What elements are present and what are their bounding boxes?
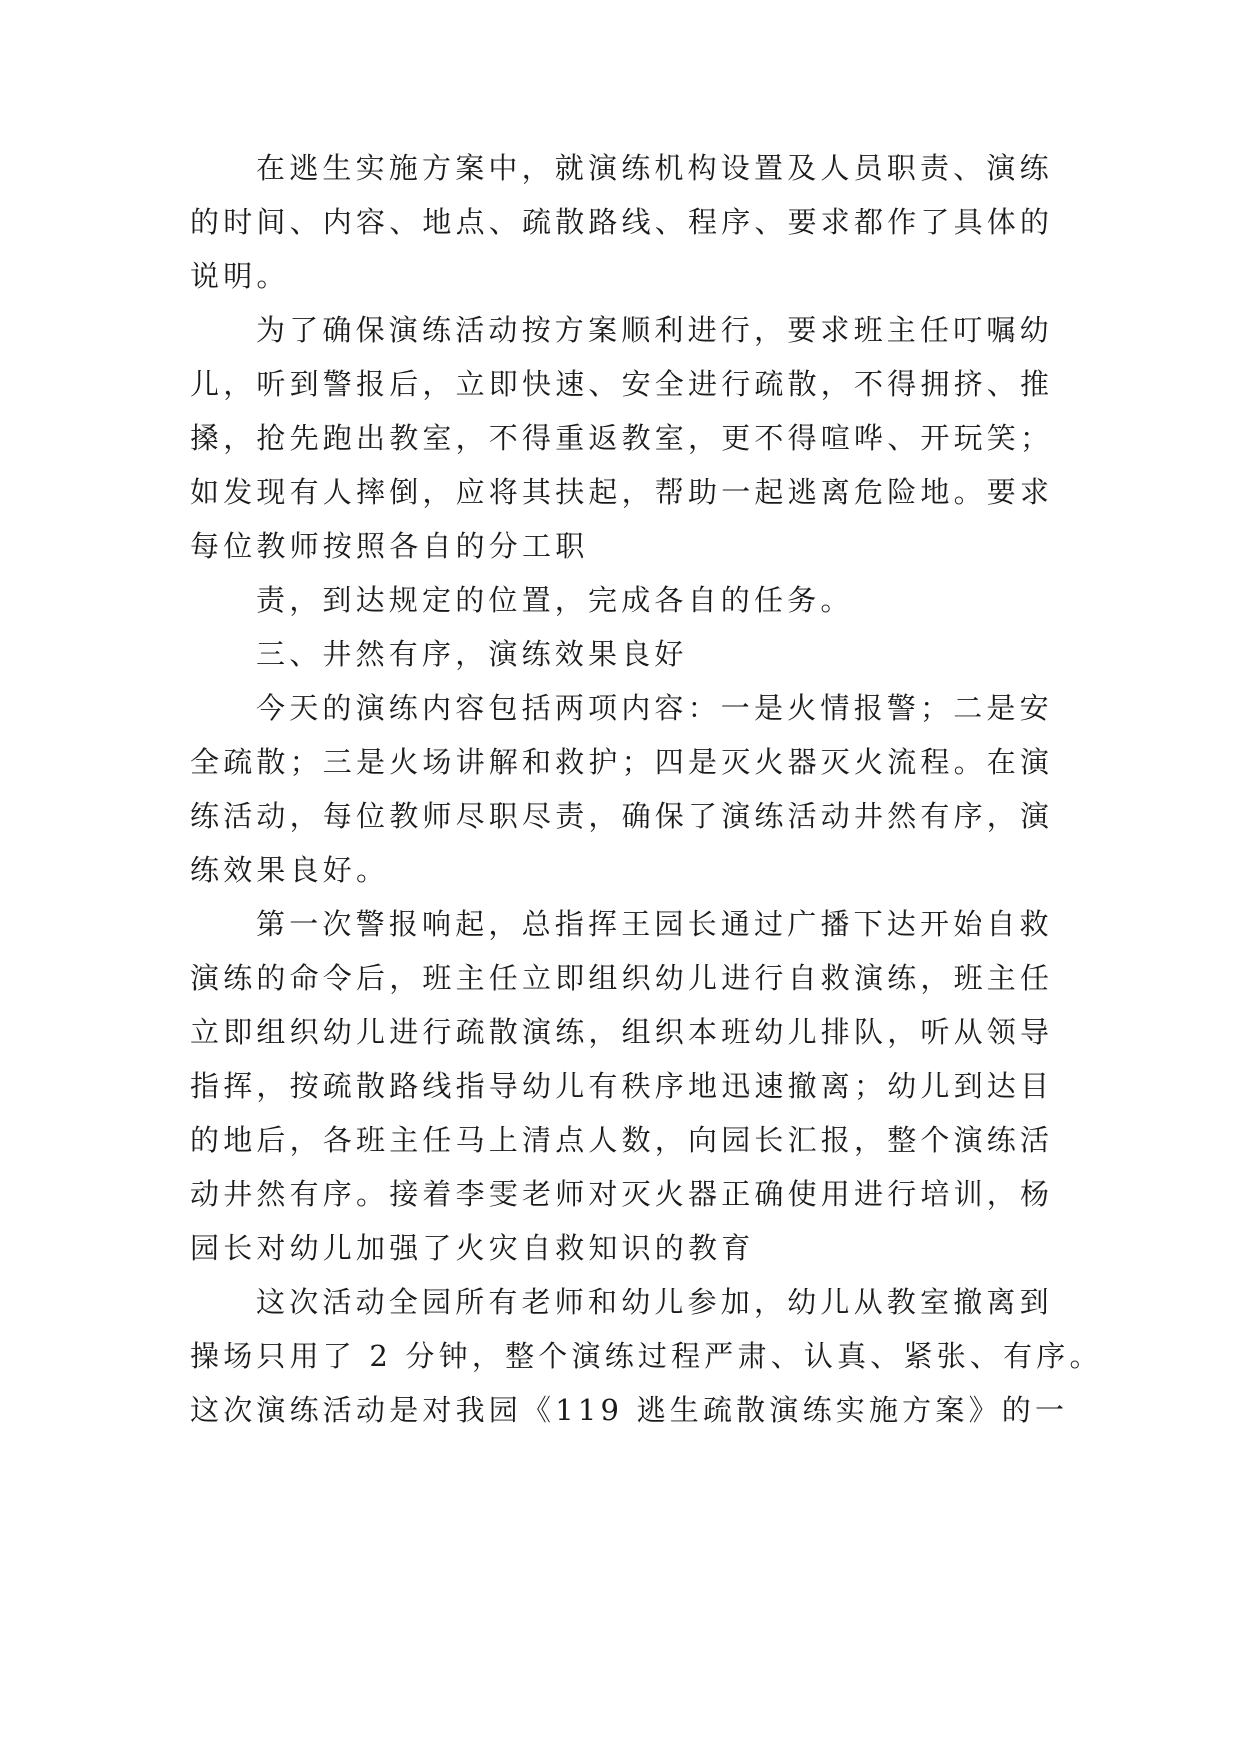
paragraph-line: 园长对幼儿加强了火灾自救知识的教育 (190, 1231, 755, 1265)
paragraph-line: 今天的演练内容包括两项内容：一是火情报警；二是安 (256, 691, 1053, 725)
paragraph-line: 在逃生实施方案中，就演练机构设置及人员职责、演练 (256, 151, 1053, 185)
paragraph-line: 练效果良好。 (190, 853, 390, 887)
paragraph-line: 指挥，按疏散路线指导幼儿有秩序地迅速撤离；幼儿到达目 (190, 1069, 1054, 1103)
paragraph-line: 立即组织幼儿进行疏散演练，组织本班幼儿排队，听从领导 (190, 1015, 1054, 1049)
paragraph-line: 这次活动全园所有老师和幼儿参加，幼儿从教室撤离到 (256, 1285, 1053, 1319)
paragraph-line: 这次演练活动是对我园《119 逃生疏散演练实施方案》的一 (190, 1393, 1069, 1427)
section-heading: 三、井然有序，演练效果良好 (256, 637, 688, 671)
paragraph-line: 演练的命令后，班主任立即组织幼儿进行自救演练，班主任 (190, 961, 1054, 995)
paragraph-line: 每位教师按照各自的分工职 (190, 529, 589, 563)
paragraph-line: 为了确保演练活动按方案顺利进行，要求班主任叮嘱幼 (256, 313, 1053, 347)
paragraph-line: 儿，听到警报后，立即快速、安全进行疏散，不得拥挤、推 (190, 367, 1054, 401)
paragraph-line: 的地后，各班主任马上清点人数，向园长汇报，整个演练活 (190, 1123, 1054, 1157)
paragraph-line: 操场只用了 2 分钟，整个演练过程严肃、认真、紧张、有序。 (190, 1339, 1103, 1373)
paragraph-line: 练活动，每位教师尽职尽责，确保了演练活动井然有序，演 (190, 799, 1054, 833)
paragraph-line: 动井然有序。接着李雯老师对灭火器正确使用进行培训，杨 (190, 1177, 1054, 1211)
paragraph-line: 全疏散；三是火场讲解和救护；四是灭火器灭火流程。在演 (190, 745, 1054, 779)
paragraph-line: 说明。 (190, 259, 290, 293)
paragraph-line: 第一次警报响起，总指挥王园长通过广播下达开始自救 (256, 907, 1053, 941)
paragraph-line: 如发现有人摔倒，应将其扶起，帮助一起逃离危险地。要求 (190, 475, 1054, 509)
paragraph-line: 责，到达规定的位置，完成各自的任务。 (256, 583, 854, 617)
paragraph-line: 的时间、内容、地点、疏散路线、程序、要求都作了具体的 (190, 205, 1054, 239)
paragraph-line: 搡，抢先跑出教室，不得重返教室，更不得喧哗、开玩笑； (190, 421, 1054, 455)
